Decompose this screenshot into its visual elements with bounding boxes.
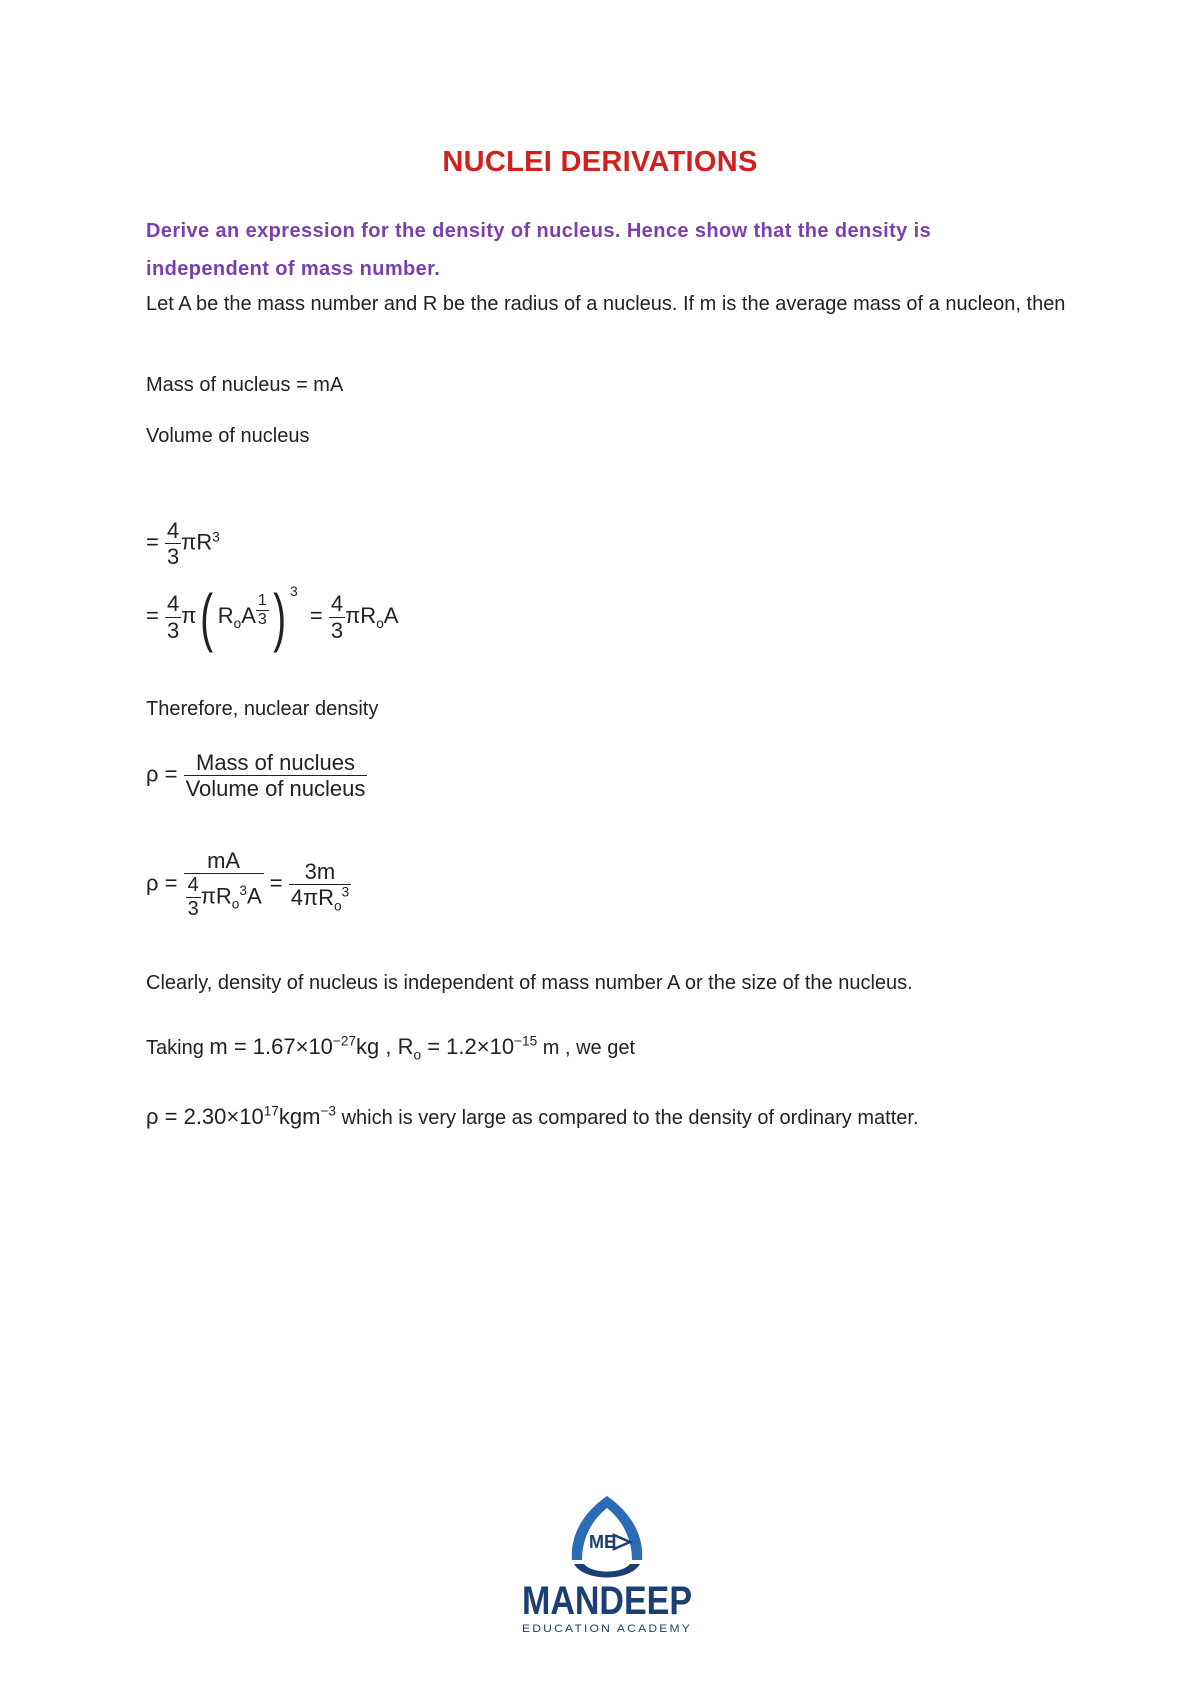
page-title: NUCLEI DERIVATIONS <box>442 146 758 178</box>
mass-of-nucleus-line: Mass of nucleus = mA <box>146 374 344 396</box>
radius-value: = 1.2×10 <box>427 1034 515 1059</box>
volume-equation-2: = $\frac{4}{3}$ π( $R_oA$ $^{\frac{1}{3}}$ ) $^3$ = $\frac{4}{3}$ $\pi R_oA$ <box>146 581 399 653</box>
radius-unit: m , we get <box>542 1037 636 1059</box>
final-unit-exponent: −3 <box>320 1103 336 1119</box>
rho-denominator: Volume of nucleus <box>185 776 366 802</box>
final-exponent: 17 <box>263 1103 279 1119</box>
question-text: Derive an expression for the density of nucleus. Hence show that the density is independent of mass number. <box>146 220 932 280</box>
volume-label: Volume of nucleus <box>146 425 310 447</box>
rho-numerator: Mass of nuclues <box>196 750 355 775</box>
density-label: Therefore, nuclear density <box>146 698 379 720</box>
rho-result-num1: mA <box>207 848 241 873</box>
density-definition: ρ = $\frac{\text{Mass of nuclues}}{\text{Volume of nucleus}}$ <box>146 750 366 802</box>
volume-equation-1: = $\frac{4}{3}$ $\pi R^3$ <box>146 518 220 570</box>
mass-exponent: −27 <box>332 1033 357 1049</box>
mandeep-logo <box>512 1490 702 1640</box>
mass-unit: kg , <box>356 1034 392 1059</box>
density-result: ρ = mA $\frac{4}{3}$ $\pi R_o^3A$ = $\frac{3m}{4\pi R_o^3}$ <box>146 848 350 921</box>
logo-mark-text: ME <box>589 1532 616 1552</box>
radius-exponent: −15 <box>514 1033 538 1049</box>
final-value: ρ = 2.30×10 <box>146 1104 264 1129</box>
final-result-line <box>146 1098 1066 1137</box>
intro-paragraph: Let A be the mass number and R be the radius of a nucleus. If m is the average mass of a nucleon, then <box>146 293 1066 315</box>
logo-emblem-icon <box>512 1490 702 1640</box>
final-text: which is very large as compared to the density of ordinary matter. <box>341 1107 919 1129</box>
logo-tagline-text: EDUCATION ACADEMY <box>522 1623 692 1635</box>
taking-values-line: Taking $m = 1.67\times 10^{-27}kg$ , $R_o = 1.2\times 10^{-15}$ m , we get <box>146 1033 636 1063</box>
logo-brand-text: MANDEEP <box>522 1579 692 1623</box>
mass-value: m = 1.67×10 <box>209 1034 333 1059</box>
taking-prefix: Taking <box>146 1037 204 1059</box>
final-unit: kgm <box>278 1104 321 1129</box>
rho-result-num2: 3m <box>304 858 336 884</box>
conclusion-text: Clearly, density of nucleus is independent of mass number A or the size of the nucleus. <box>146 972 913 994</box>
